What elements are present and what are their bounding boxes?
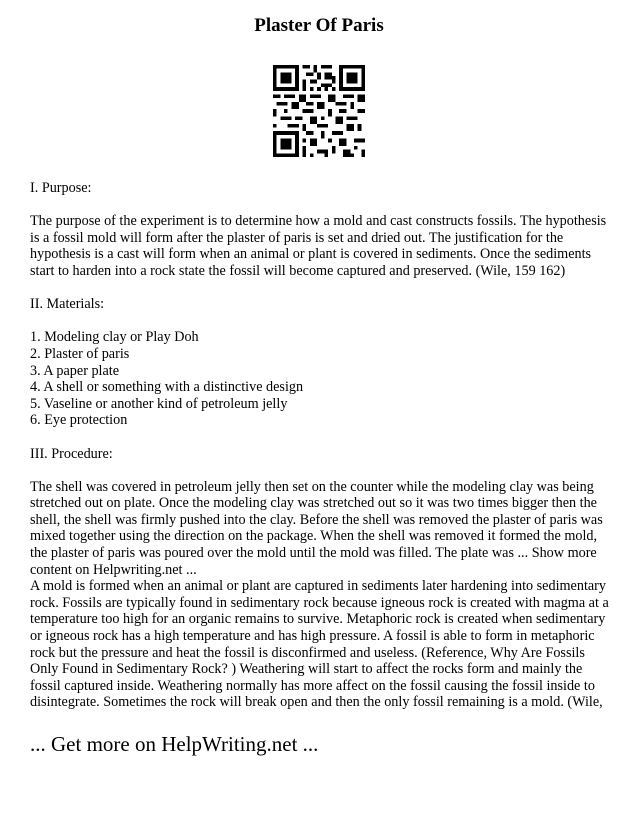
body-paragraph: A mold is formed when an animal or plant are captured in sediments later hardening into sedimentary rock. Fossils are typically found in sedimentary rock because igneous rock is created with magma at a temperature too high for an organic remains to survive. Metaphoric rock is created when sedimentary or igneous rock has a high temperature and has high pressure. A fossil is able to form in metaphoric rock but the pressure and heat the fossil is disconfirmed and useless. (Reference, Why Are Fossils Only Found in Sedimentary Rock? ) Weathering will start to affect the rocks form and mainly the fossil captured inside. Weathering normally has more affect on the fossil causing the fossil inside to disintegrate. Sometimes the rock will break open and then the only fossil remaining is a mold. (Wile, [30, 578, 609, 711]
procedure-paragraph: The shell was covered in petroleum jelly then set on the counter while the modeling clay was being stretched out on plate. Once the modeling clay was stretched out so it was two times bigger then the shell, the shell was firmly pushed into the clay. Before the shell was removed the plaster of paris was mixed together using the direction on the package. When the shell was removed it formed the mold, the plaster of paris was poured over the mold until the mold was filled. The plate was ... Show more content on Helpwriting.net ... [30, 478, 603, 578]
materials-list-item: 6. Eye protection [30, 412, 128, 429]
materials-list-item: 5. Vaseline or another kind of petroleum jelly [30, 395, 288, 412]
document-title: Plaster Of Paris [254, 15, 384, 36]
procedure-heading: III. Procedure: [30, 445, 113, 462]
purpose-heading: I. Purpose: [30, 180, 92, 196]
qr-code-icon [273, 65, 365, 157]
materials-list-item: 4. A shell or something with a distinctive design [30, 379, 304, 396]
get-more-link[interactable]: ... Get more on HelpWriting.net ... [30, 732, 319, 756]
purpose-paragraph: The purpose of the experiment is to determine how a mold and cast constructs fossils. The hypothesis is a fossil mold will form after the plaster of paris is set and dried out. The justification for the hypothesis is a cast will form when an animal or plant is covered in sediments. Once the sediments start to harden into a rock state the fossil will become captured and preserved. (Wile, 159 162) [30, 213, 607, 279]
materials-list-item: 2. Plaster of paris [30, 345, 130, 362]
materials-list-item: 1. Modeling clay or Play Doh [30, 329, 199, 346]
document-body [30, 180, 612, 711]
materials-heading: II. Materials: [30, 296, 105, 313]
materials-list-item: 3. A paper plate [30, 362, 120, 379]
materials-list [30, 329, 612, 429]
